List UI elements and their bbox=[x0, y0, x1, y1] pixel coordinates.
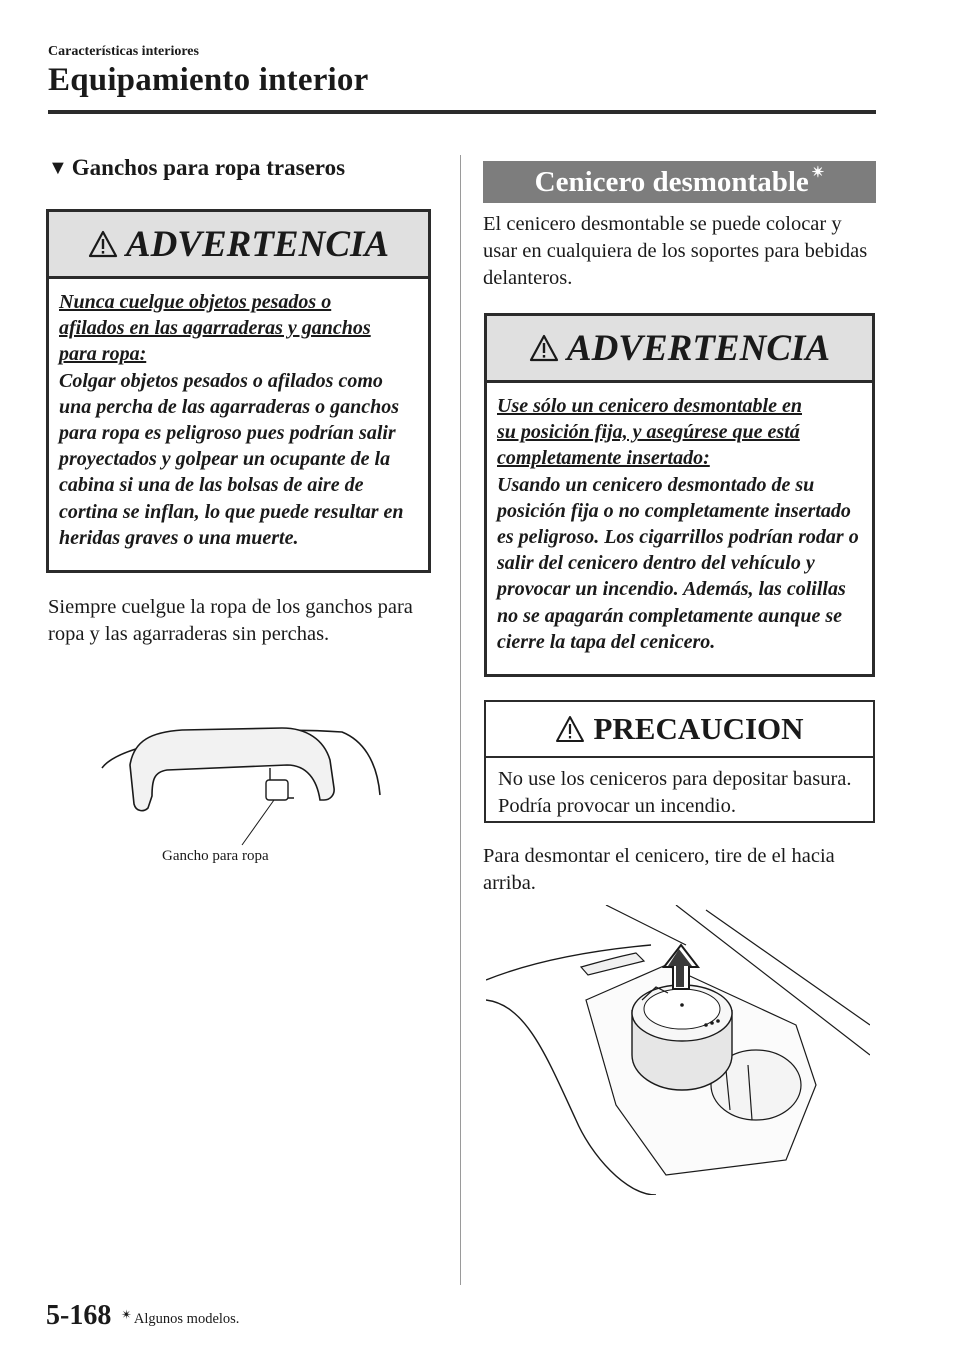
body-text-ashtray-intro: El cenicero desmontable se puede colocar y usar en cualquiera de los soportes para bebidas delanteros. bbox=[483, 213, 868, 289]
warning-header bbox=[49, 212, 428, 279]
warning-lead-line: afilados en las agarraderas y ganchos bbox=[59, 317, 371, 340]
caution-header bbox=[486, 702, 873, 758]
warning-lead-line: para ropa: bbox=[59, 343, 147, 366]
header-rule bbox=[48, 110, 876, 114]
warning-title: ADVERTENCIA bbox=[125, 223, 390, 265]
warning-body bbox=[49, 279, 428, 551]
some-models-mark-icon: ✴ bbox=[121, 1307, 132, 1322]
warning-triangle-icon bbox=[555, 715, 585, 743]
warning-body bbox=[487, 383, 872, 655]
warning-lead-line: Nunca cuelgue objetos pesados o bbox=[59, 291, 332, 313]
warning-text: Colgar objetos pesados o afilados como una percha de las agarraderas o ganchos para ropa es peligroso pues podrían salir proyectados y golpear un ocupante de la cabina si una de las bolsas de aire de cortina se inflan, lo que puede resultar en heridas graves o una muerte. bbox=[59, 369, 404, 549]
footnote-text: Algunos modelos. bbox=[133, 1311, 240, 1327]
section-heading-clothes-hooks bbox=[48, 155, 345, 181]
warning-triangle-icon bbox=[529, 334, 559, 362]
some-models-mark-icon: ✴ bbox=[811, 164, 825, 181]
footnote bbox=[121, 1307, 240, 1328]
page-title: Equipamiento interior bbox=[48, 62, 369, 98]
warning-triangle-icon bbox=[88, 230, 118, 258]
clothes-hook-illustration bbox=[92, 700, 392, 870]
hook-part bbox=[266, 780, 288, 800]
body-text-hooks: Siempre cuelgue la ropa de los ganchos para ropa y las agarraderas sin perchas. bbox=[48, 596, 413, 645]
warning-box-ashtray bbox=[484, 313, 875, 677]
page-number: 5-168 bbox=[46, 1300, 112, 1331]
section-heading-text: Ganchos para ropa traseros bbox=[71, 155, 346, 180]
warning-lead-line: completamente insertado: bbox=[497, 447, 710, 470]
warning-box-hooks bbox=[46, 209, 431, 573]
banner-text: Cenicero desmontable bbox=[534, 165, 809, 198]
warning-title: ADVERTENCIA bbox=[566, 327, 831, 369]
caution-box bbox=[484, 700, 875, 823]
caution-text: No use los ceniceros para depositar basura. Podría provocar un incendio. bbox=[498, 768, 852, 817]
caution-title: PRECAUCION bbox=[593, 711, 804, 746]
column-divider bbox=[460, 155, 461, 1285]
ashtray-illustration bbox=[486, 905, 870, 1195]
warning-text: Usando un cenicero desmontado de su posición fija o no completamente insertado es peligroso. Los cigarrillos podrían rodar o salir del cenicero dentro del vehículo y provocar un incendio. Además, las colillas no se apagarán completamente aunque se cierre la tapa del cenicero. bbox=[497, 473, 859, 653]
section-banner-ashtray bbox=[483, 161, 876, 203]
down-triangle-icon: ▼ bbox=[48, 156, 68, 179]
figure-label: Gancho para ropa bbox=[162, 848, 269, 864]
warning-lead-line: su posición fija, y asegúrese que está bbox=[497, 421, 800, 444]
section-label: Características interiores bbox=[48, 44, 199, 59]
body-text-ashtray-removal: Para desmontar el cenicero, tire de el hacia arriba. bbox=[483, 845, 835, 894]
warning-lead-line: Use sólo un cenicero desmontable en bbox=[497, 395, 802, 417]
warning-header bbox=[487, 316, 872, 383]
